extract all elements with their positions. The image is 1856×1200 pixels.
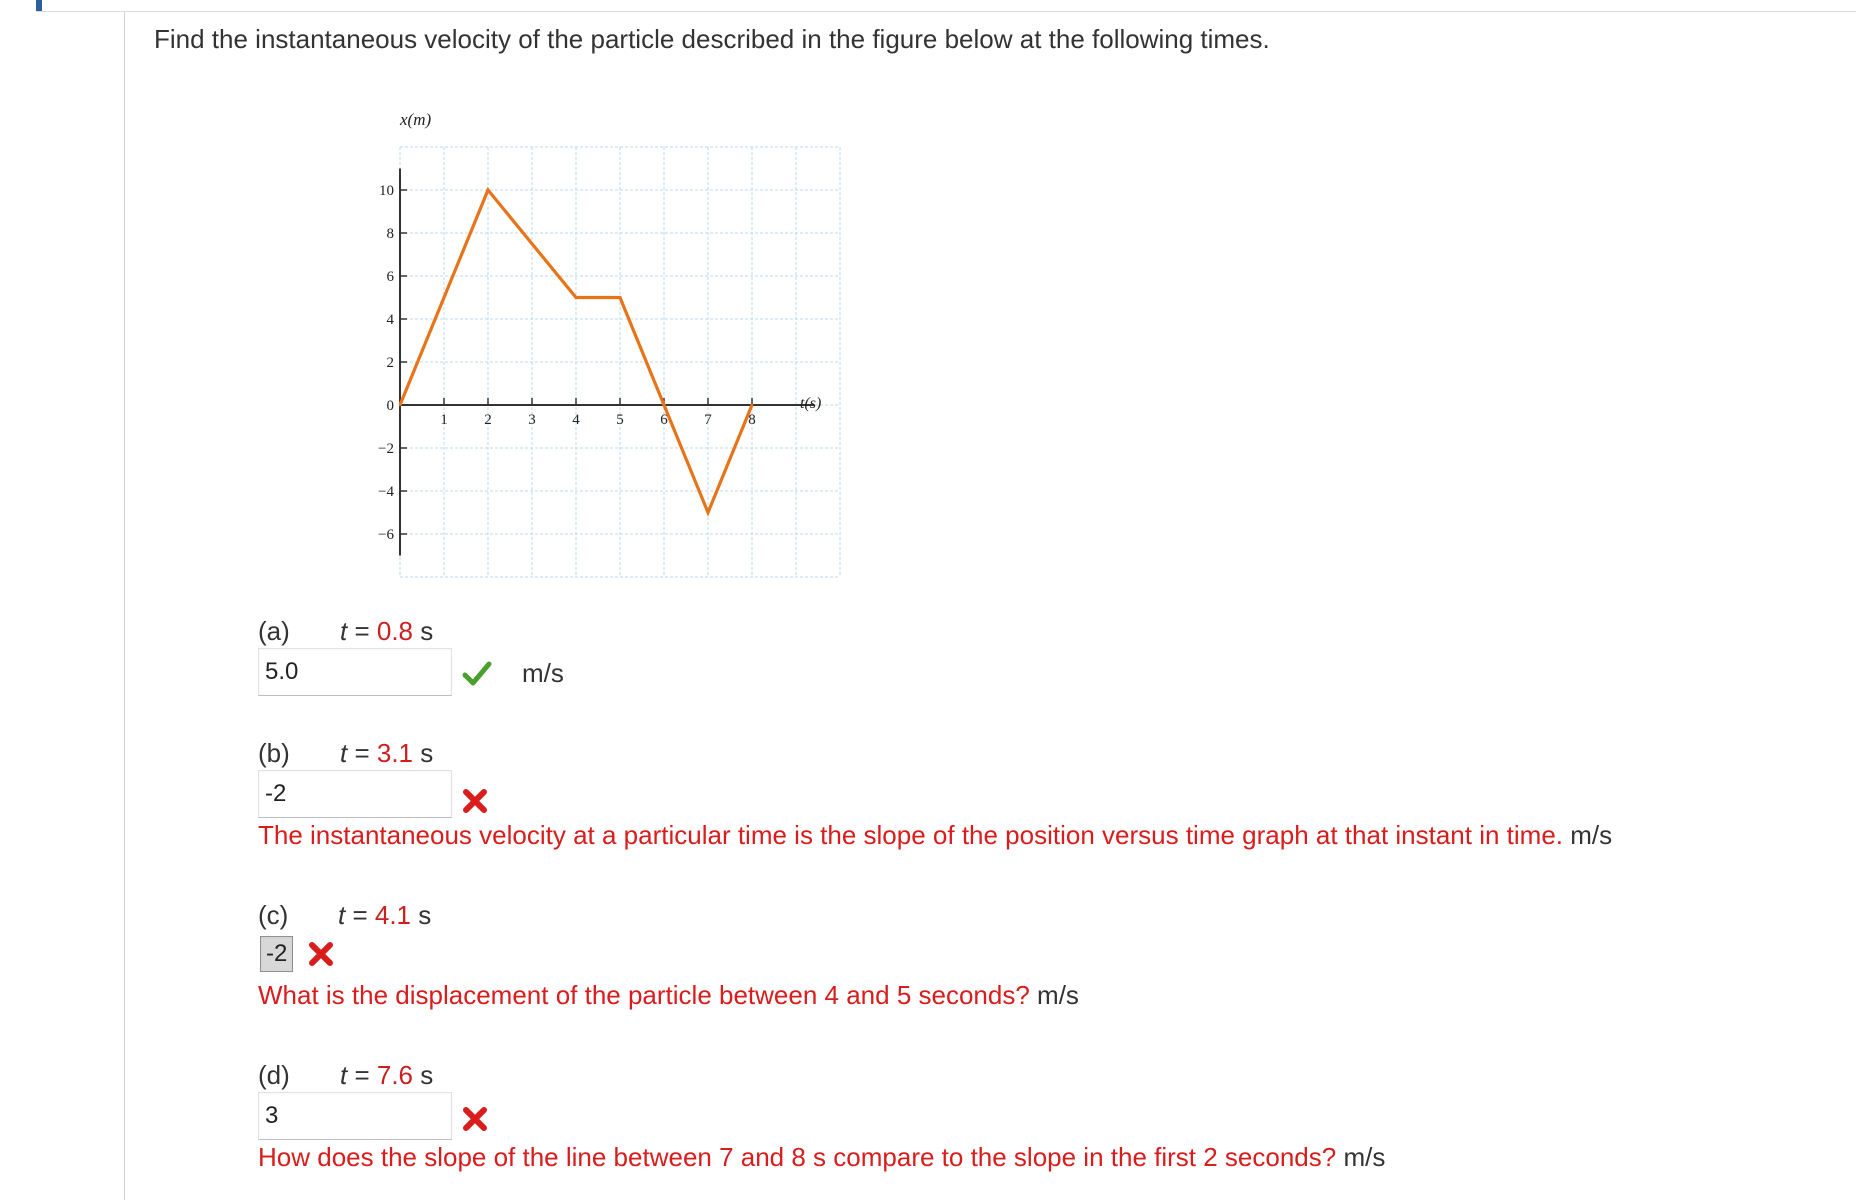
y-tick-label: 10	[379, 183, 394, 199]
x-tick-label: 2	[484, 412, 492, 428]
time-unit: s	[413, 616, 434, 646]
time-unit: s	[413, 738, 434, 768]
position-time-graph	[360, 90, 860, 600]
y-axis-label: x(m)	[400, 110, 432, 129]
series-point	[619, 296, 621, 298]
equals-sign: =	[347, 1060, 377, 1090]
x-tick-label: 5	[616, 412, 624, 428]
answer-a-input[interactable]: 5.0	[258, 648, 452, 696]
question-text: Find the instantaneous velocity of the particle described in the figure below at the following times.	[154, 24, 1270, 54]
series-point	[575, 296, 577, 298]
answer-d-feedback	[258, 1142, 1385, 1173]
answer-b-input[interactable]: -2	[258, 770, 452, 818]
part-b-label: (b)	[258, 738, 290, 768]
x-tick-label: 1	[440, 412, 448, 428]
part-c-time	[338, 900, 431, 931]
time-unit: s	[413, 1060, 434, 1090]
equals-sign: =	[345, 900, 375, 930]
y-tick-label: 0	[386, 398, 394, 414]
time-variable: t	[340, 738, 348, 768]
x-mark-icon	[462, 1106, 488, 1132]
x-tick-label: 3	[528, 412, 536, 428]
x-tick-label: 8	[748, 412, 756, 428]
series-point	[487, 189, 489, 191]
left-divider	[124, 12, 125, 1200]
y-tick-label: −6	[378, 527, 394, 543]
series-point	[663, 404, 665, 406]
x-axis-label: t(s)	[800, 395, 822, 412]
graph-grid	[400, 147, 840, 577]
part-b-time	[340, 738, 433, 769]
y-tick-label: 6	[386, 269, 394, 285]
answer-a-unit: m/s	[522, 658, 564, 688]
y-tick-label: −4	[378, 484, 394, 500]
time-value: 0.8	[376, 616, 414, 646]
part-d-time	[340, 1060, 433, 1091]
answer-c-feedback	[258, 980, 1079, 1011]
time-value: 4.1	[374, 900, 412, 930]
part-c-label: (c)	[258, 900, 289, 930]
time-variable: t	[340, 1060, 348, 1090]
feedback-text: What is the displacement of the particle between 4 and 5 seconds?	[258, 980, 1030, 1010]
answer-b-unit: m/s	[1570, 820, 1613, 850]
part-a-label: (a)	[258, 616, 290, 646]
answer-d-unit: m/s	[1343, 1142, 1386, 1172]
top-divider	[36, 11, 1856, 12]
time-value: 3.1	[376, 738, 414, 768]
y-tick-label: −2	[378, 441, 394, 457]
x-tick-label: 4	[572, 412, 580, 428]
time-value: 7.6	[376, 1060, 414, 1090]
series-point	[751, 404, 753, 406]
time-variable: t	[338, 900, 346, 930]
answer-c-unit: m/s	[1037, 980, 1079, 1010]
x-mark-icon	[462, 788, 488, 814]
series-point	[399, 404, 401, 406]
time-variable: t	[340, 616, 348, 646]
equals-sign: =	[347, 616, 377, 646]
part-d-label: (d)	[258, 1060, 290, 1090]
y-tick-label: 4	[386, 312, 394, 328]
answer-c-input[interactable]: -2	[260, 936, 293, 972]
series-point	[707, 511, 709, 513]
x-mark-icon	[308, 941, 334, 967]
feedback-text: The instantaneous velocity at a particular time is the slope of the position versus time graph at that instant in time.	[258, 820, 1564, 850]
equals-sign: =	[347, 738, 377, 768]
answer-b-feedback	[258, 820, 1612, 851]
y-tick-label: 2	[386, 355, 394, 371]
part-a-time	[340, 616, 433, 647]
answer-d-input[interactable]: 3	[258, 1092, 452, 1140]
x-tick-label: 7	[704, 412, 712, 428]
y-tick-label: 8	[386, 226, 394, 242]
time-unit: s	[411, 900, 432, 930]
x-tick-label: 6	[660, 412, 668, 428]
feedback-text: How does the slope of the line between 7 and 8 s compare to the slope in the first 2 seconds?	[258, 1142, 1337, 1172]
check-icon	[462, 660, 492, 688]
